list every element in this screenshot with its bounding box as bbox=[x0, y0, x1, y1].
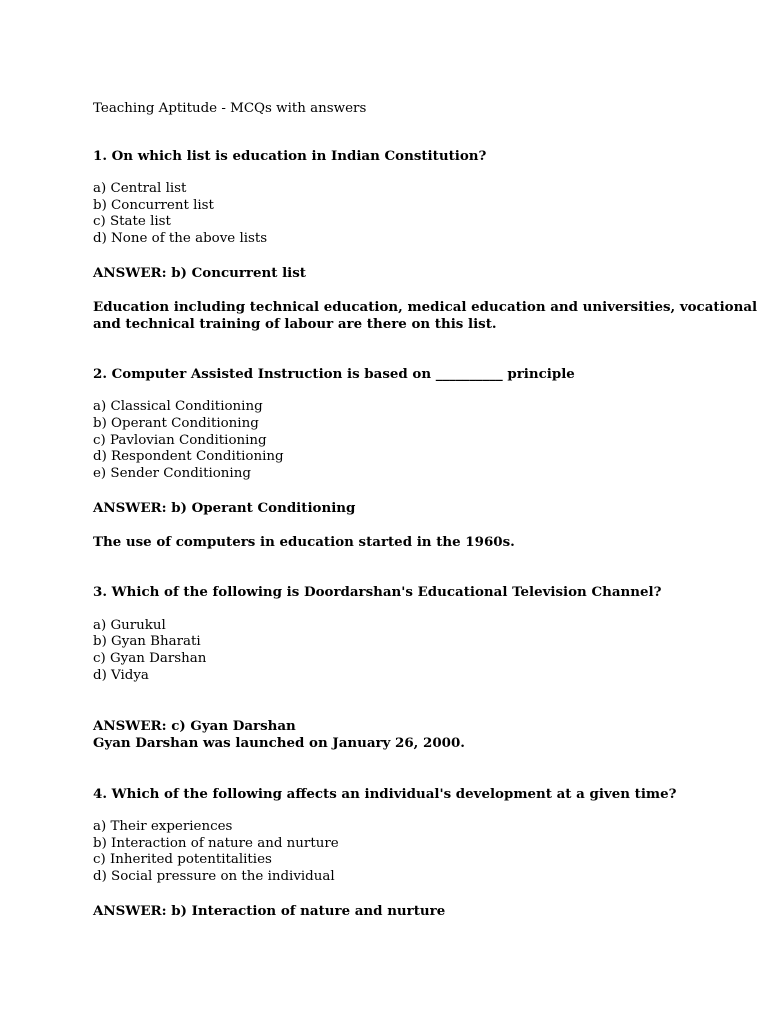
q2-option-b: b) Operant Conditioning bbox=[93, 416, 259, 431]
q4-option-d: d) Social pressure on the individual bbox=[93, 869, 335, 884]
q2-explanation: The use of computers in education started in the 1960s. bbox=[93, 534, 515, 550]
question-1: 1. On which list is education in Indian Constitution? bbox=[93, 148, 487, 164]
question-4: 4. Which of the following affects an individual's development at a given time? bbox=[93, 786, 677, 802]
q4-option-a: a) Their experiences bbox=[93, 819, 233, 834]
q3-option-a: a) Gurukul bbox=[93, 618, 166, 633]
q1-explanation-line-2: and technical training of labour are there on this list. bbox=[93, 316, 497, 332]
q3-option-d: d) Vidya bbox=[93, 668, 149, 683]
q3-option-b: b) Gyan Bharati bbox=[93, 634, 201, 649]
q2-option-e: e) Sender Conditioning bbox=[93, 466, 251, 481]
q1-option-c: c) State list bbox=[93, 214, 171, 229]
q3-explanation: Gyan Darshan was launched on January 26, 2000. bbox=[93, 735, 465, 751]
q2-option-d: d) Respondent Conditioning bbox=[93, 449, 284, 464]
question-2: 2. Computer Assisted Instruction is based on __________ principle bbox=[93, 366, 575, 382]
document-title: Teaching Aptitude - MCQs with answers bbox=[93, 101, 367, 116]
q4-option-b: b) Interaction of nature and nurture bbox=[93, 836, 339, 851]
q2-option-c: c) Pavlovian Conditioning bbox=[93, 433, 267, 448]
q1-answer: ANSWER: b) Concurrent list bbox=[93, 265, 306, 281]
q1-option-d: d) None of the above lists bbox=[93, 231, 268, 246]
q3-option-c: c) Gyan Darshan bbox=[93, 651, 207, 666]
q4-answer: ANSWER: b) Interaction of nature and nurture bbox=[93, 903, 446, 919]
question-3: 3. Which of the following is Doordarshan's Educational Television Channel? bbox=[93, 584, 662, 600]
q1-option-a: a) Central list bbox=[93, 181, 187, 196]
q1-explanation-line-1: Education including technical education, medical education and universities, vocational bbox=[93, 299, 758, 315]
q1-option-b: b) Concurrent list bbox=[93, 198, 214, 213]
q2-answer: ANSWER: b) Operant Conditioning bbox=[93, 500, 356, 516]
q3-answer: ANSWER: c) Gyan Darshan bbox=[93, 718, 296, 734]
q4-option-c: c) Inherited potentitalities bbox=[93, 852, 272, 867]
q2-option-a: a) Classical Conditioning bbox=[93, 399, 263, 414]
